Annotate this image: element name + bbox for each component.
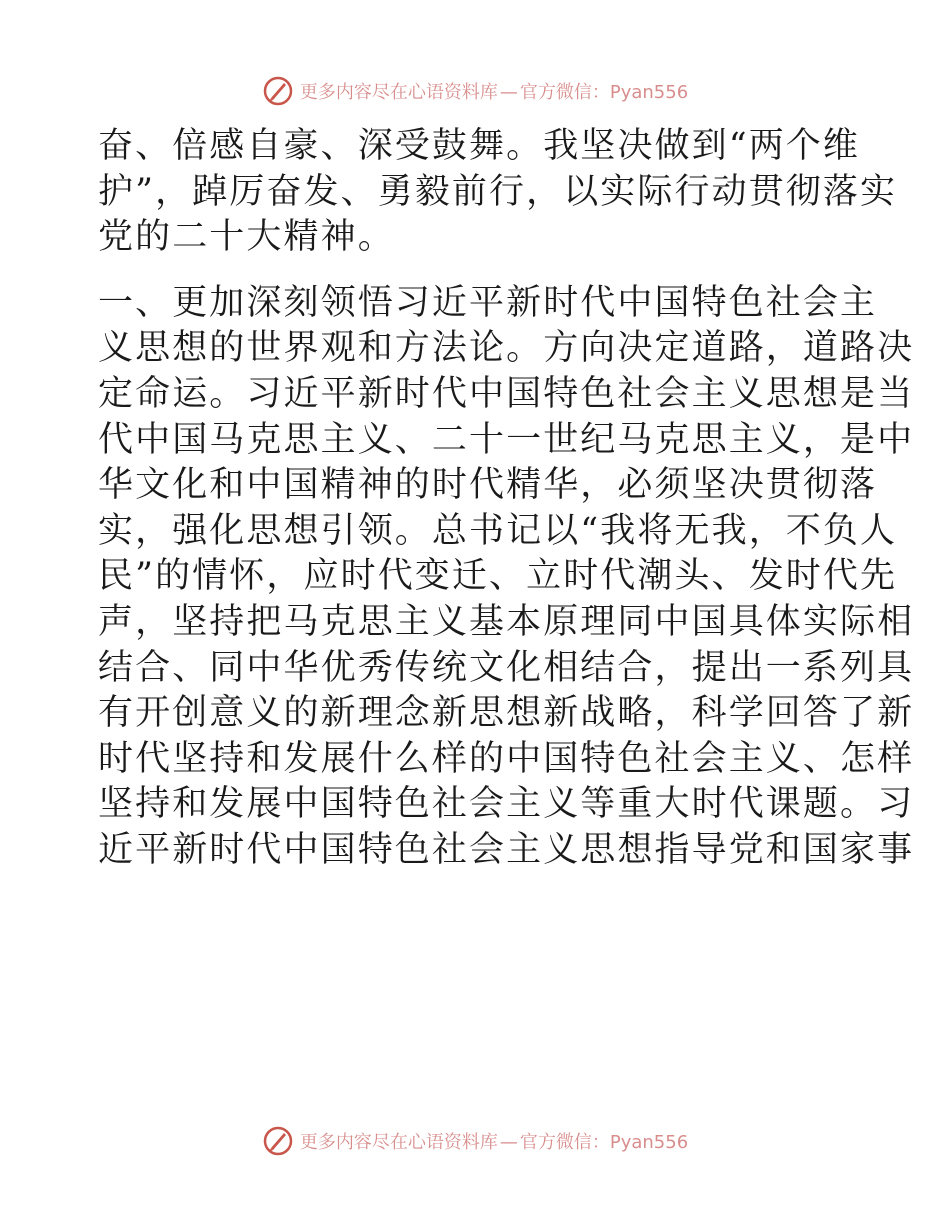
quill-pen-icon [262, 75, 294, 107]
text-line: 坚持和发展中国特色社会主义等重大时代课题。习 [98, 784, 915, 825]
footer-watermark-banner [0, 1121, 950, 1161]
banner-wechat-id: Pyan556 [609, 82, 689, 103]
text-line: 有开创意义的新理念新思想新战略，科学回答了新 [98, 693, 915, 734]
text-line: 一、更加深刻领悟习近平新时代中国特色社会主 [98, 282, 878, 323]
banner-wechat-label: 官方微信： [519, 1132, 610, 1153]
header-watermark-banner [0, 71, 950, 111]
banner-text [300, 78, 688, 104]
banner-wechat-label: 官方微信： [519, 82, 610, 103]
text-line: 实，强化思想引领。总书记以“我将无我，不负人 [98, 510, 898, 551]
document-body [98, 124, 915, 874]
text-line: 结合、同中华优秀传统文化相结合，提出一系列具 [98, 647, 915, 688]
text-line: 定命运。习近平新时代中国特色社会主义思想是当 [98, 373, 915, 414]
text-line: 近平新时代中国特色社会主义思想指导党和国家事 [98, 829, 915, 870]
banner-main-text: 更多内容尽在心语资料库 [299, 82, 498, 103]
text-line: 代中国马克思主义、二十一世纪马克思主义，是中 [98, 419, 915, 460]
text-line: 义思想的世界观和方法论。方向决定道路，道路决 [98, 328, 915, 369]
banner-group [262, 75, 688, 107]
paragraph-gap [98, 261, 858, 281]
text-line: 党的二十大精神。 [98, 217, 395, 258]
banner-main-text: 更多内容尽在心语资料库 [299, 1132, 498, 1153]
text-line: 民”的情怀，应时代变迁、立时代潮头、发时代先 [98, 556, 898, 597]
banner-wechat-id: Pyan556 [609, 1132, 689, 1153]
banner-separator: — [499, 1132, 518, 1153]
text-line: 声，坚持把马克思主义基本原理同中国具体实际相 [98, 601, 915, 642]
text-line: 时代坚持和发展什么样的中国特色社会主义、怎样 [98, 738, 915, 779]
banner-text [300, 1128, 688, 1154]
banner-separator: — [499, 82, 518, 103]
text-line: 奋、倍感自豪、深受鼓舞。我坚决做到“两个维 [98, 126, 860, 166]
text-line: 华文化和中国精神的时代精华，必须坚决贯彻落 [98, 465, 878, 506]
quill-pen-icon [262, 1125, 294, 1157]
text-line: 护”，踔厉奋发、勇毅前行，以实际行动贯彻落实 [98, 171, 898, 212]
paragraph-1 [98, 124, 898, 261]
paragraph-2 [98, 281, 915, 874]
banner-group [262, 1125, 688, 1157]
